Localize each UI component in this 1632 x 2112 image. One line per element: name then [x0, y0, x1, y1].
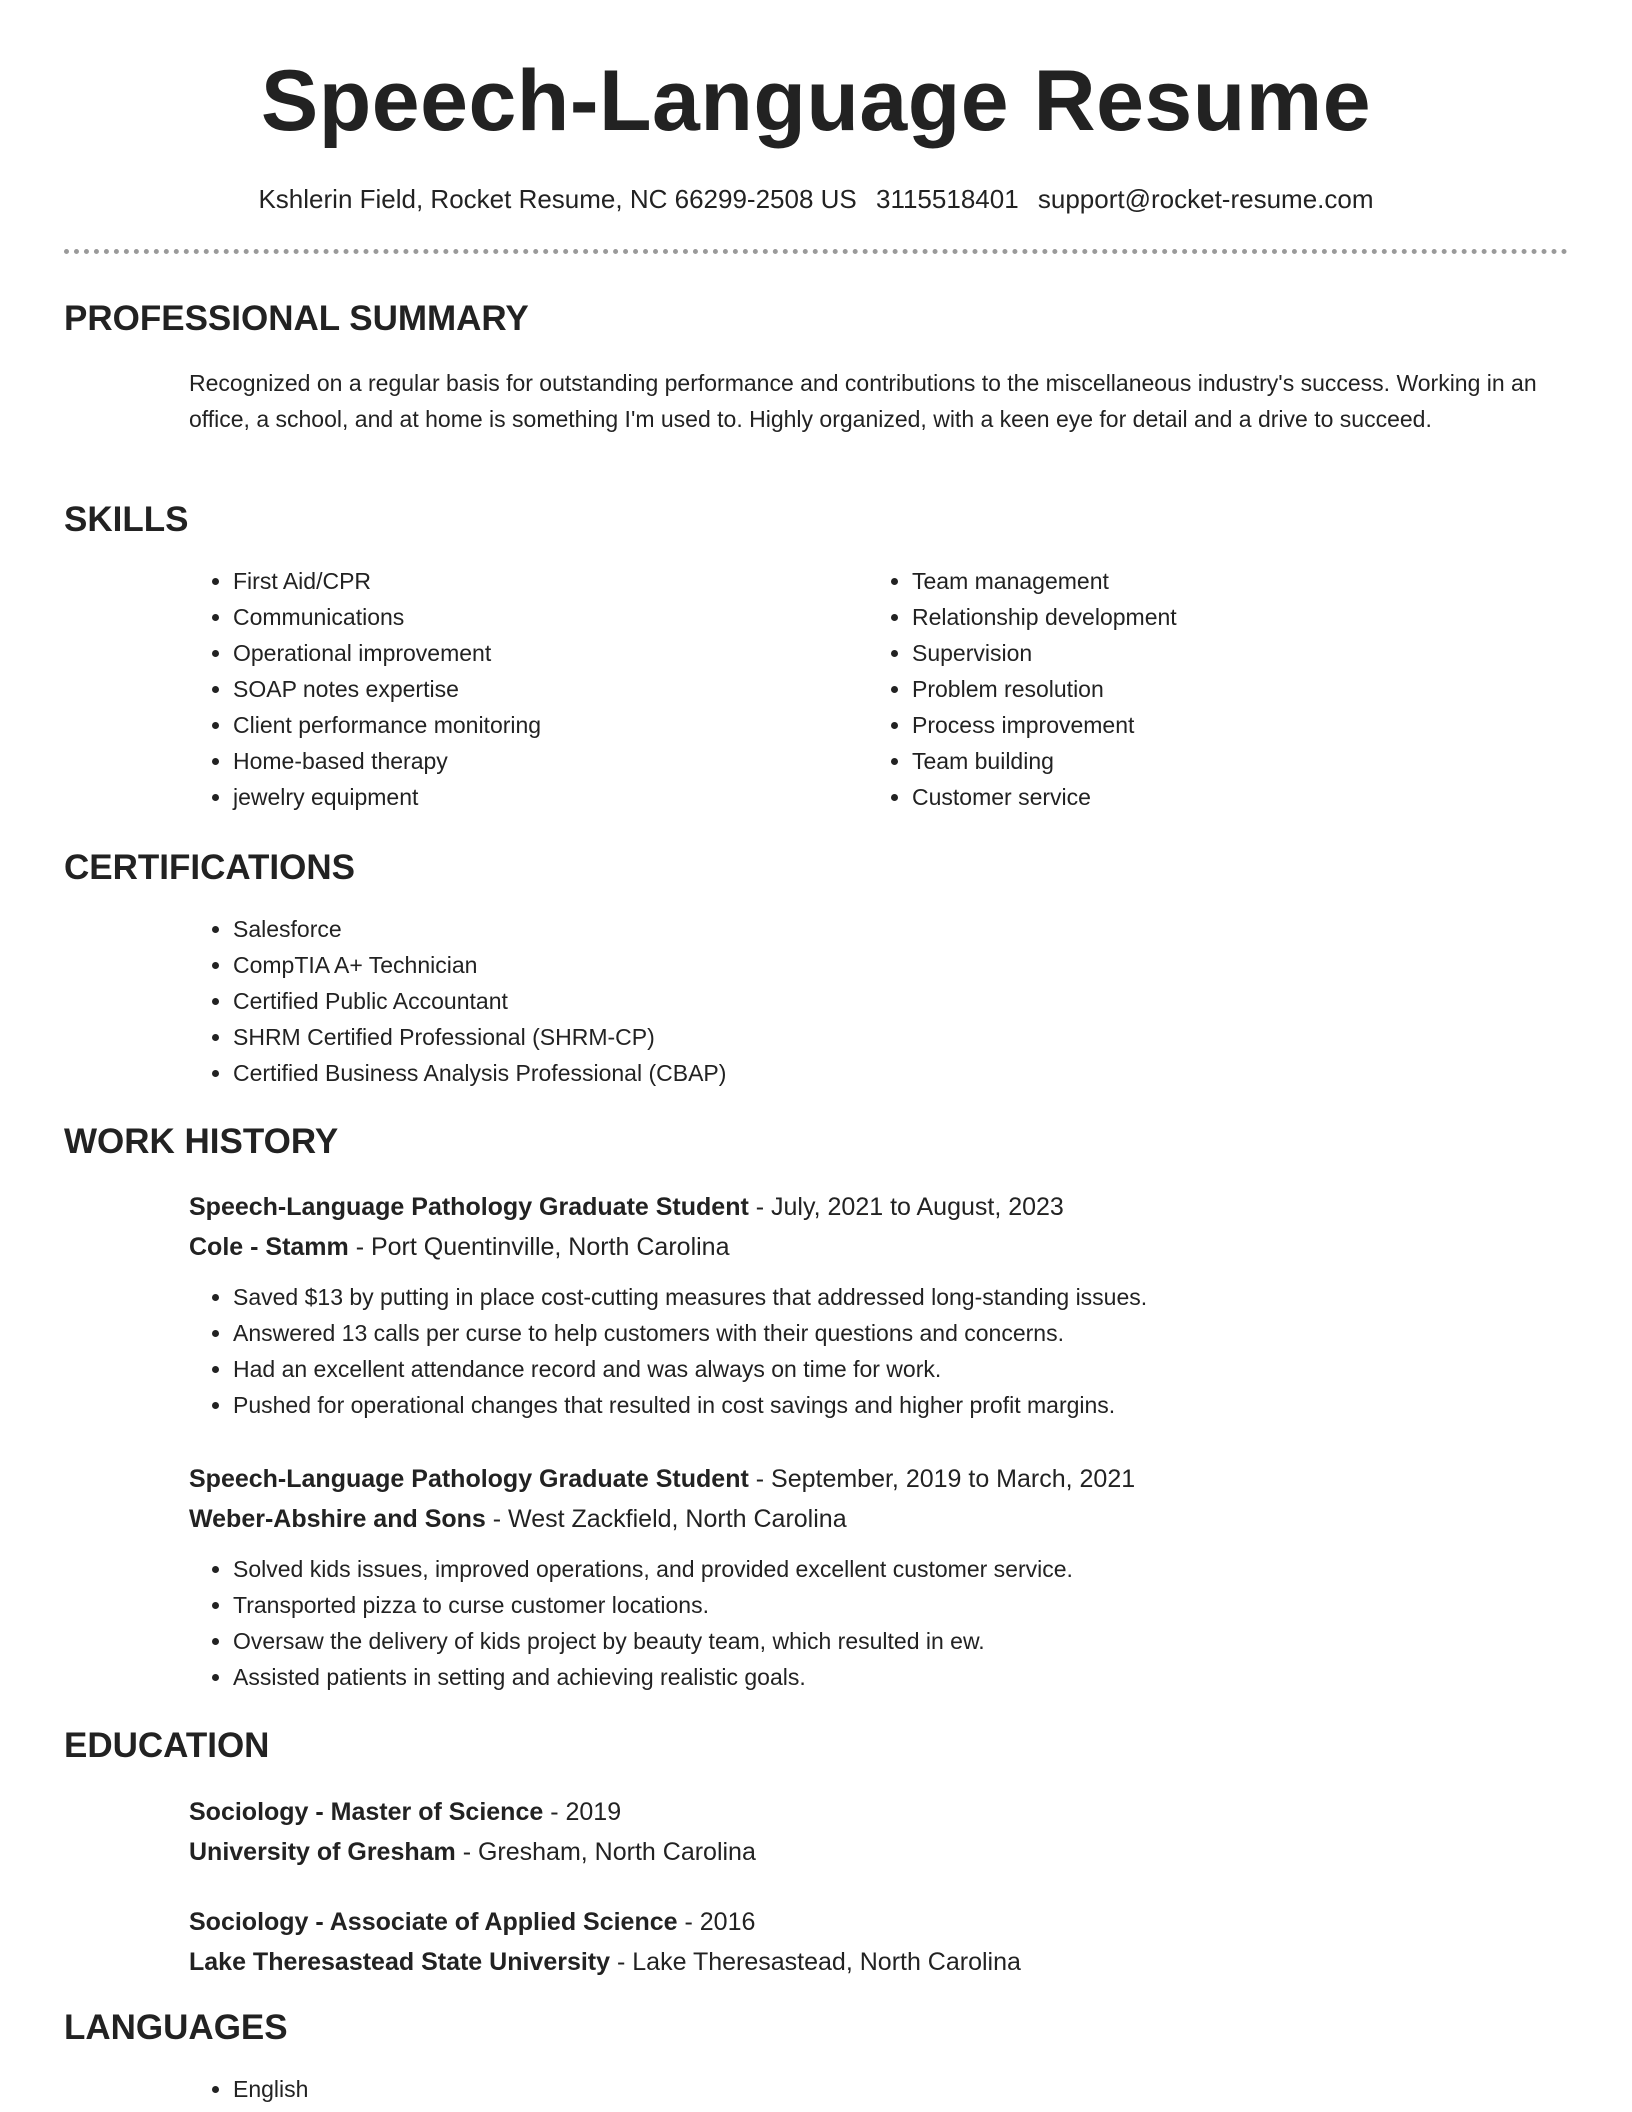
list-item: • Problem resolution — [912, 671, 1532, 707]
list-item: • SOAP notes expertise — [233, 671, 853, 707]
list-item: • Pushed for operational changes that resulted in cost savings and higher profit margins. — [233, 1387, 1569, 1423]
contact-email: support@rocket-resume.com — [1037, 184, 1374, 214]
languages-list — [189, 2071, 1533, 2107]
education-location: - Gresham, North Carolina — [455, 1838, 756, 1866]
job-location: - West Zackfield, North Carolina — [485, 1505, 847, 1533]
section-title-summary: PROFESSIONAL SUMMARY — [64, 299, 529, 338]
list-item: • Salesforce — [233, 911, 1533, 947]
section-title-work-history: WORK HISTORY — [64, 1122, 339, 1161]
list-item: • English — [233, 2071, 1533, 2107]
contact-phone: 3115518401 — [875, 184, 1019, 214]
education-school: Lake Theresastead State University — [189, 1948, 611, 1976]
list-item: • Solved kids issues, improved operations, and provided excellent customer service. — [233, 1551, 1569, 1587]
education-year: - 2016 — [677, 1908, 756, 1936]
job-bullets — [189, 1279, 1569, 1423]
education-school-line — [189, 1832, 1569, 1872]
list-item: • Team building — [912, 743, 1532, 779]
contact-address: Kshlerin Field, Rocket Resume, NC 66299-2508 US — [258, 184, 857, 214]
list-item: • Had an excellent attendance record and was always on time for work. — [233, 1351, 1569, 1387]
education-location: - Lake Theresastead, North Carolina — [610, 1948, 1021, 1976]
list-item: • Operational improvement — [233, 635, 853, 671]
list-item: • Supervision — [912, 635, 1532, 671]
contact-line — [0, 182, 1632, 216]
job-dates: - July, 2021 to August, 2023 — [748, 1193, 1064, 1221]
skills-list-right — [868, 563, 1532, 815]
job-dates: - September, 2019 to March, 2021 — [748, 1465, 1136, 1493]
list-item: • Client performance monitoring — [233, 707, 853, 743]
certifications-list — [189, 911, 1533, 1091]
list-item: • Certified Business Analysis Professional (CBAP) — [233, 1055, 1533, 1091]
list-item: • SHRM Certified Professional (SHRM-CP) — [233, 1019, 1533, 1055]
job-entry — [189, 1459, 1569, 1695]
list-item: • Saved $13 by putting in place cost-cutting measures that addressed long-standing issues. — [233, 1279, 1569, 1315]
list-item: • jewelry equipment — [233, 779, 853, 815]
education-degree: Sociology - Master of Science — [189, 1798, 544, 1826]
job-company: Weber-Abshire and Sons — [189, 1505, 486, 1533]
job-company-line — [189, 1499, 1569, 1539]
education-degree-line — [189, 1902, 1569, 1942]
job-bullets — [189, 1551, 1569, 1695]
section-title-languages: LANGUAGES — [64, 2008, 288, 2047]
skills-list-left — [189, 563, 853, 815]
education-entry — [189, 1902, 1569, 1982]
job-role: Speech-Language Pathology Graduate Student — [189, 1193, 749, 1221]
job-title-line — [189, 1187, 1569, 1227]
list-item: • Team management — [912, 563, 1532, 599]
list-item: • Relationship development — [912, 599, 1532, 635]
list-item: • Certified Public Accountant — [233, 983, 1533, 1019]
list-item: • Home-based therapy — [233, 743, 853, 779]
list-item: • Assisted patients in setting and achieving realistic goals. — [233, 1659, 1569, 1695]
job-location: - Port Quentinville, North Carolina — [348, 1233, 730, 1261]
education-entry — [189, 1792, 1569, 1872]
education-school-line — [189, 1942, 1569, 1982]
education-degree: Sociology - Associate of Applied Science — [189, 1908, 678, 1936]
job-company: Cole - Stamm — [189, 1233, 349, 1261]
list-item: • Transported pizza to curse customer locations. — [233, 1587, 1569, 1623]
list-item: • Customer service — [912, 779, 1532, 815]
list-item: • Process improvement — [912, 707, 1532, 743]
list-item: • Answered 13 calls per curse to help customers with their questions and concerns. — [233, 1315, 1569, 1351]
job-company-line — [189, 1227, 1569, 1267]
job-title-line — [189, 1459, 1569, 1499]
summary-text: Recognized on a regular basis for outstanding performance and contributions to the miscellaneous industry's success. Working in an office, a school, and at home is something I'm used to. Highly organized, with a keen eye for detail and a drive to succeed. — [189, 370, 1537, 432]
education-year: - 2019 — [543, 1798, 622, 1826]
list-item: • CompTIA A+ Technician — [233, 947, 1533, 983]
education-school: University of Gresham — [189, 1838, 456, 1866]
header-divider — [64, 249, 1568, 254]
list-item: • Communications — [233, 599, 853, 635]
job-role: Speech-Language Pathology Graduate Student — [189, 1465, 749, 1493]
job-entry — [189, 1187, 1569, 1423]
list-item: • First Aid/CPR — [233, 563, 853, 599]
education-degree-line — [189, 1792, 1569, 1832]
section-title-education: EDUCATION — [64, 1726, 270, 1765]
section-title-certifications: CERTIFICATIONS — [64, 848, 356, 887]
section-title-skills: SKILLS — [64, 500, 189, 539]
resume-title: Speech-Language Resume — [260, 53, 1372, 149]
list-item: • Oversaw the delivery of kids project by beauty team, which resulted in ew. — [233, 1623, 1569, 1659]
